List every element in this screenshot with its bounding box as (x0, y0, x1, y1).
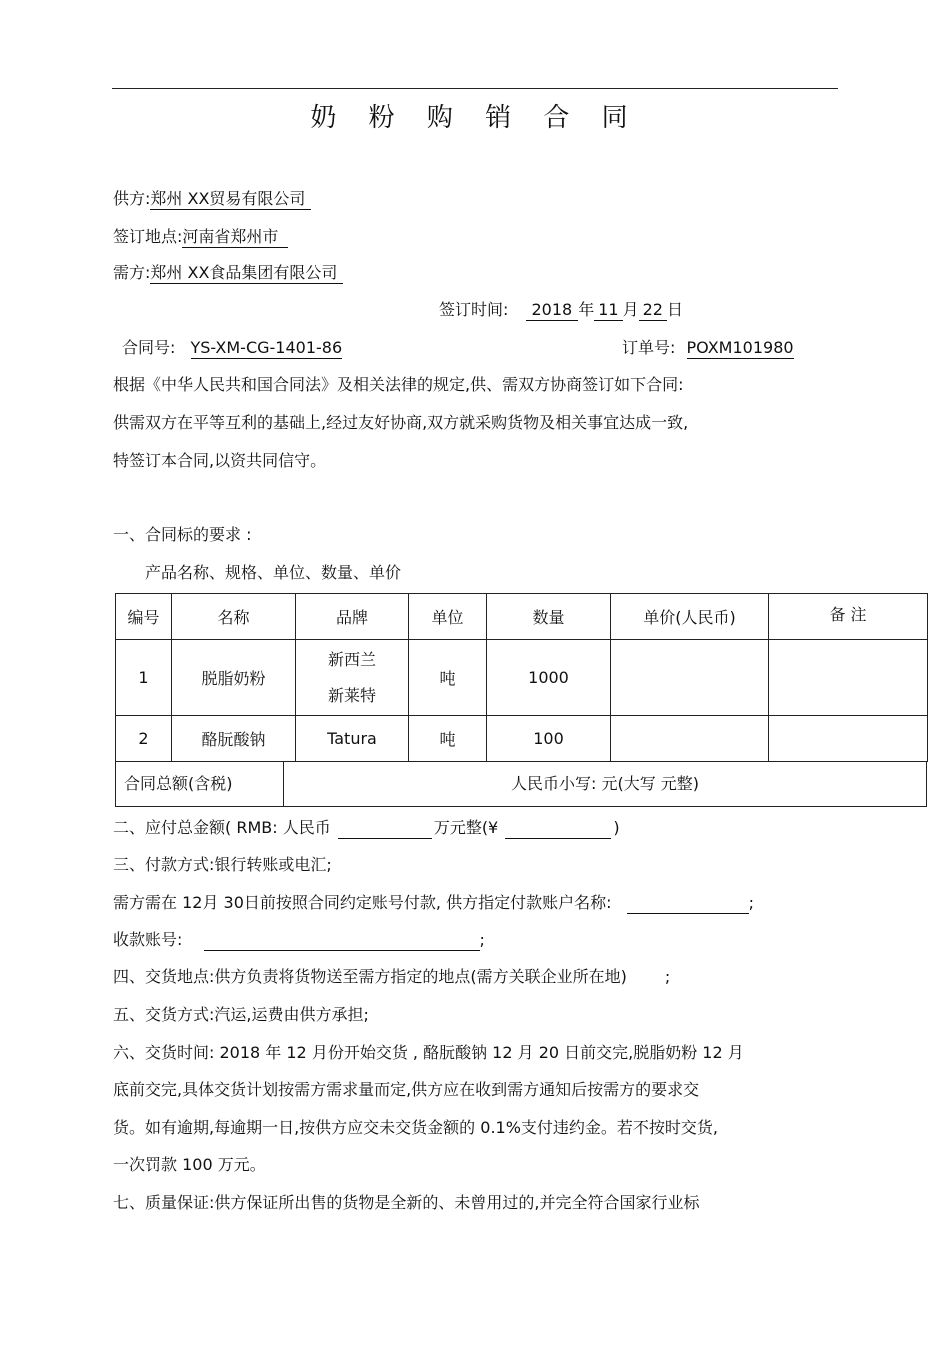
order-no-value: POXM101980 (686, 338, 794, 357)
sign-year-unit: 年 (578, 300, 595, 319)
sign-place-line (113, 226, 288, 248)
row1-name: 脱脂奶粉 (172, 640, 296, 716)
order-no-line (622, 337, 794, 359)
sign-year: 2018 (526, 300, 579, 321)
payment-end: ; (748, 893, 754, 912)
payment-line (113, 892, 754, 914)
row1-note (769, 640, 928, 716)
section-6-line-1: 六、交货时间: 2018 年 12 月份开始交货 , 酪朊酸钠 12 月 20 日前交完,脱脂奶粉 12 月 (113, 1043, 744, 1062)
sign-day: 22 (639, 300, 667, 321)
contract-no-line (122, 337, 342, 359)
row1-qty: 1000 (487, 640, 611, 716)
supplier-value: 郑州 XX贸易有限公司 (150, 189, 311, 210)
account-label: 收款账号: (113, 930, 183, 949)
contract-total-row (115, 761, 927, 807)
section-1-subheading: 产品名称、规格、单位、数量、单价 (145, 563, 402, 582)
section-2-suffix: ) (613, 818, 620, 837)
section-6-line-2: 底前交完,具体交货计划按需方需求量而定,供方应在收到需方通知后按需方的要求交 (113, 1080, 700, 1099)
contract-no-label: 合同号: (122, 338, 176, 357)
row1-price (611, 640, 769, 716)
row1-brand (296, 640, 409, 716)
sign-month-unit: 月 (622, 300, 639, 319)
contract-no-value: YS-XM-CG-1401-86 (190, 338, 343, 357)
page-title: 奶 粉 购 销 合 同 (310, 103, 640, 133)
amount-yuan-blank[interactable] (505, 820, 611, 839)
table-header-row (116, 594, 928, 640)
section-4-line (113, 966, 670, 988)
section-2-line (113, 817, 620, 839)
row2-brand: Tatura (296, 716, 409, 762)
section-2-prefix: 二、应付总金额( RMB: 人民币 (113, 818, 331, 837)
header-brand: 品牌 (296, 594, 409, 640)
section-4-end: ; (664, 967, 671, 986)
header-unit: 单位 (409, 594, 487, 640)
section-7-line: 七、质量保证:供方保证所出售的货物是全新的、未曾用过的,并完全符合国家行业标 (113, 1193, 700, 1212)
intro-line-3: 特签订本合同,以资共同信守。 (113, 451, 327, 470)
section-4-text: 四、交货地点:供方负责将货物送至需方指定的地点(需方关联企业所在地) (113, 967, 627, 986)
order-no-label: 订单号: (622, 338, 676, 357)
section-1-heading: 一、合同标的要求 : (113, 525, 252, 544)
account-number-blank[interactable] (204, 932, 480, 951)
sign-time-label: 签订时间: (439, 300, 509, 319)
product-table (115, 593, 928, 762)
section-6-line-3: 货。如有逾期,每逾期一日,按供方应交未交货金额的 0.1%支付违约金。若不按时交货, (113, 1118, 718, 1137)
row2-qty: 100 (487, 716, 611, 762)
row2-note (769, 716, 928, 762)
buyer-line (113, 262, 343, 284)
supplier-line (113, 188, 311, 210)
row2-no: 2 (116, 716, 172, 762)
header-no: 编号 (116, 594, 172, 640)
contract-total-value: 人民币小写: 元(大写 元整) (510, 774, 700, 793)
payment-text: 需方需在 12月 30日前按照合同约定账号付款, 供方指定付款账户名称: (113, 893, 612, 912)
header-name: 名称 (172, 594, 296, 640)
table-row (116, 716, 928, 762)
sign-time-line (439, 299, 683, 321)
sign-day-unit: 日 (666, 300, 683, 319)
section-6-line-4: 一次罚款 100 万元。 (113, 1155, 266, 1174)
section-2-middle: 万元整(¥ (433, 818, 499, 837)
row1-unit: 吨 (409, 640, 487, 716)
contract-total-label: 合同总额(含税) (116, 761, 284, 806)
row1-brand-line1: 新西兰 (327, 649, 376, 669)
row1-no: 1 (116, 640, 172, 716)
account-end: ; (479, 930, 485, 949)
row2-unit: 吨 (409, 716, 487, 762)
account-line (113, 929, 485, 951)
intro-line-1: 根据《中华人民共和国合同法》及相关法律的规定,供、需双方协商签订如下合同: (113, 375, 684, 394)
intro-line-2: 供需双方在平等互利的基础上,经过友好协商,双方就采购货物及相关事宜达成一致, (113, 413, 689, 432)
buyer-value: 郑州 XX食品集团有限公司 (150, 263, 343, 284)
sign-place-label: 签订地点: (113, 227, 183, 246)
account-name-blank[interactable] (627, 895, 749, 914)
amount-blank[interactable] (338, 820, 432, 839)
buyer-label: 需方: (113, 263, 151, 282)
section-5-line: 五、交货方式:汽运,运费由供方承担; (113, 1005, 369, 1024)
table-row (116, 640, 928, 716)
row2-name: 酪朊酸钠 (172, 716, 296, 762)
header-price: 单价(人民币) (611, 594, 769, 640)
row2-price (611, 716, 769, 762)
sign-place-value: 河南省郑州市 (182, 227, 288, 248)
top-rule (112, 88, 838, 89)
sign-month: 11 (594, 300, 622, 321)
row1-brand-line2: 新莱特 (327, 685, 376, 705)
supplier-label: 供方: (113, 189, 151, 208)
header-qty: 数量 (487, 594, 611, 640)
section-3-line: 三、付款方式:银行转账或电汇; (113, 855, 332, 874)
header-note: 备 注 (769, 594, 928, 640)
